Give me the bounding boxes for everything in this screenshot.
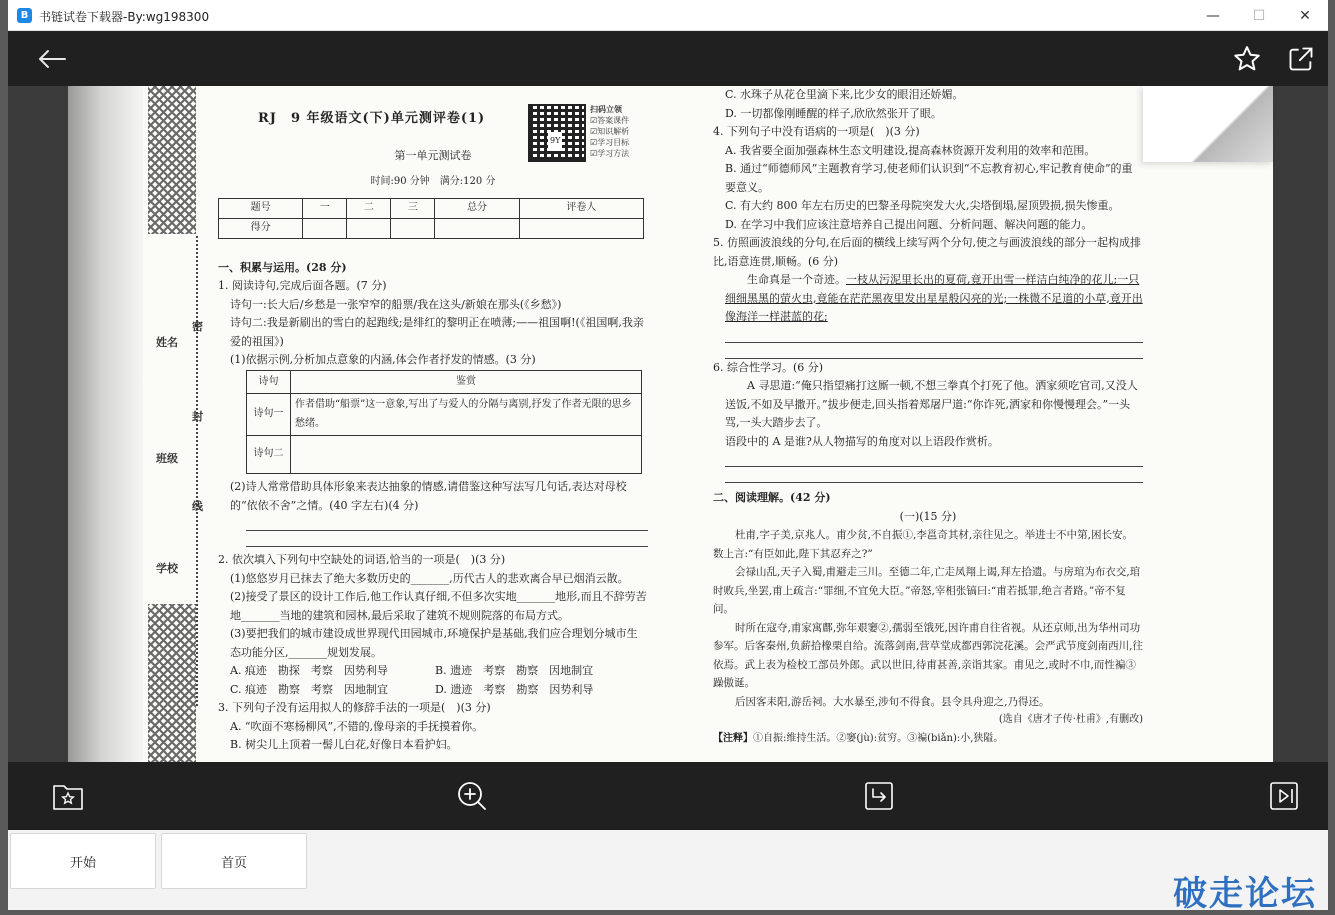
maximize-button[interactable]: ☐ xyxy=(1252,7,1266,24)
passage-paragraph: 杜甫,字子美,京兆人。甫少贫,不自振①,李邕奇其材,亲往见之。举进士不中第,困长安。数上言:“有臣如此,陛下其忍弃之?” xyxy=(713,529,1134,560)
share-external-icon xyxy=(1287,45,1315,73)
score-cell xyxy=(519,218,643,238)
score-header: 一 xyxy=(303,198,347,218)
score-header: 评卷人 xyxy=(519,198,643,218)
tab-start[interactable]: 开始 xyxy=(10,833,156,889)
option-row xyxy=(218,681,648,700)
qr-info xyxy=(590,104,629,159)
passage-paragraph: 会禄山乱,天子入蜀,甫避走三川。至德二年,亡走凤翔上谒,拜左拾遗。与房琯为布衣交,琯时败兵,坐罢,甫上疏言:“罪细,不宜免大臣。”帝怒,宰相张镐曰:“甫若抵罪,绝言者路。”帝不复问。 xyxy=(713,566,1141,615)
wavy-underlined-text: 一枝从污泥里长出的夏荷,竟开出雪一样洁白纯净的花儿;一只细细黑黑的萤火虫,竟能在茫茫黑夜里发出星星般闪亮的光;一株微不足道的小草,竟开出像海洋一样湛蓝的花; xyxy=(725,273,1143,323)
answer-line xyxy=(725,343,1143,359)
poem-answer-blank xyxy=(291,436,642,474)
question-text: (2)接受了景区的设计工作后,他工作认真仔细,不但多次实地_______地形,而且不辞劳苦地_______当地的建筑和园林,最后采取了建筑不规则院落的布局方式。 xyxy=(230,590,647,622)
side-label-name: 姓名 xyxy=(156,336,178,349)
border-pattern-bottom xyxy=(148,604,196,762)
score-cell xyxy=(435,218,519,238)
page-curl-corner[interactable] xyxy=(1143,86,1273,162)
slideshow-button[interactable] xyxy=(1264,778,1304,814)
tab-home[interactable]: 首页 xyxy=(161,833,307,889)
paper-right-column xyxy=(713,86,1143,748)
question-text: C. 有大约 800 年左右历史的巴黎圣母院突发大火,尖塔倒塌,屋顶毁损,损失惨重。 xyxy=(725,199,1120,212)
poem-row-text: 作者借助“船票”这一意象,写出了与爱人的分隔与离别,抒发了作者无限的思乡愁绪。 xyxy=(291,394,642,436)
question-text: C. 水珠子从花仓里滴下来,比少女的眼泪还娇媚。 xyxy=(725,88,964,101)
qr-label: 扫码立领 xyxy=(590,104,622,114)
zoom-in-icon xyxy=(456,780,488,812)
add-favorite-folder-button[interactable] xyxy=(48,778,88,814)
question-text: D. 一切都像刚睡醒的样子,欣欣然张开了眼。 xyxy=(725,106,942,120)
question-text: (1)依据示例,分析加点意象的内涵,体会作者抒发的情感。(3 分) xyxy=(230,353,536,366)
qr-item: ☑学习目标 xyxy=(590,138,630,147)
passage-paragraph: 后因客耒阳,游岳祠。大水暴至,涉旬不得食。县令具舟迎之,乃得还。 xyxy=(735,695,1050,708)
score-header: 二 xyxy=(347,198,391,218)
exam-paper-page xyxy=(68,86,1273,762)
question: 1. 阅读诗句,完成后面各题。(7 分) xyxy=(218,279,387,292)
answer-line xyxy=(246,515,648,531)
side-label-mi: 密 xyxy=(192,320,203,333)
question-text: A. 我省要全面加强森林生态文明建设,提高森林资源开发利用的效率和范围。 xyxy=(725,143,1096,157)
share-button[interactable] xyxy=(1281,42,1321,76)
qr-item: ☑知识解析 xyxy=(590,127,630,136)
favorite-star-button[interactable] xyxy=(1227,42,1267,76)
question-text: 诗句二:我是新刷出的雪白的起跑线;是绯红的黎明正在喷薄;——祖国啊!(《祖国啊,我亲爱的祖国》) xyxy=(230,316,644,348)
annotation-note xyxy=(713,730,1143,749)
passage-lead: 生命真是一个奇迹。 xyxy=(747,273,846,286)
qr-item: ☑学习方法 xyxy=(590,149,630,158)
score-header: 总分 xyxy=(435,198,519,218)
question-text xyxy=(713,271,1143,327)
score-header: 题号 xyxy=(219,198,303,218)
option: D. 遗迹 考察 勘察 因势利导 xyxy=(435,682,594,696)
answer-line xyxy=(725,467,1143,483)
border-pattern-top xyxy=(148,86,196,234)
paper-subtitle: 第一单元测试卷 xyxy=(394,148,472,162)
side-label-class: 班级 xyxy=(156,452,178,465)
question: 4. 下列句子中没有语病的一项是( )(3 分) xyxy=(713,125,920,138)
time-score-line: 时间:90 分钟 满分:120 分 xyxy=(370,176,496,187)
note-text: ①自振:维持生活。②窭(jù):贫穷。③褊(biǎn):小,狭隘。 xyxy=(753,732,1004,744)
passage-title: (一)(15 分) xyxy=(899,509,957,523)
question: 2. 依次填入下列句中空缺处的词语,恰当的一项是( )(3 分) xyxy=(218,553,506,566)
close-button[interactable]: ✕ xyxy=(1299,7,1311,24)
star-outline-icon xyxy=(1232,44,1262,74)
question: 5. 仿照画波浪线的分句,在后面的横线上续写两个分句,使之与画波浪线的部分一起构成排比,语意连贯,顺畅。(6 分) xyxy=(713,236,1141,268)
option-row xyxy=(218,662,648,681)
score-cell xyxy=(347,218,391,238)
window-title: 书链试卷下载器-By:wg198300 xyxy=(39,10,210,24)
score-cell xyxy=(391,218,435,238)
poem-row-label: 诗句一 xyxy=(247,394,291,436)
tab-bar xyxy=(8,830,1328,910)
question-text: (2)诗人常常借助具体形象来表达抽象的情感,请借鉴这种写法写几句话,表达对母校的“依依不舍”之情。(40 字左右)(4 分) xyxy=(230,480,627,512)
poem-table-header: 鉴赏 xyxy=(291,370,642,394)
question-text: (3)要把我们的城市建设成世界现代田园城市,环境保护是基础,我们应合理划分城市生态功能分区,_______规划发展。 xyxy=(230,627,638,659)
paper-left-column xyxy=(218,94,648,755)
question-text: A 寻思道:“俺只指望痛打这厮一顿,不想三拳真个打死了他。洒家须吃官司,又没人送饭,不如及早撒开。”拔步便走,回头指着郑屠尸道:“你诈死,洒家和你慢慢理会。”一头骂,一头大踏步去了。 xyxy=(725,379,1138,429)
zoom-in-button[interactable] xyxy=(452,778,492,814)
question-text: A. “吹面不寒杨柳风”,不错的,像母亲的手抚摸着你。 xyxy=(230,719,484,733)
side-label-school: 学校 xyxy=(156,562,178,575)
qr-caption: 9Y xyxy=(548,132,562,151)
top-toolbar xyxy=(8,31,1328,86)
poem-table xyxy=(246,370,642,475)
option: A. 痕迹 勘探 考察 因势利导 xyxy=(230,664,388,677)
answer-line xyxy=(725,327,1143,343)
question-text: D. 在学习中我们应该注意培养自己提出问题、分析问题、解决问题的能力。 xyxy=(725,217,1093,231)
passage-source: (选自《唐才子传·杜甫》,有删改) xyxy=(998,714,1143,725)
score-table xyxy=(218,198,644,239)
bottom-toolbar xyxy=(8,762,1328,830)
seal-line xyxy=(196,236,198,706)
title-bar xyxy=(8,0,1328,31)
answer-line xyxy=(246,531,648,547)
note-label: 【注释】 xyxy=(713,732,753,744)
question-text: 诗句一:长大后/乡愁是一张窄窄的船票/我在这头/新娘在那头(《乡愁》) xyxy=(230,297,562,311)
document-viewer[interactable] xyxy=(8,86,1328,762)
minimize-button[interactable]: — xyxy=(1206,7,1220,24)
app-icon: B xyxy=(17,8,32,23)
question-text: B. 树尖儿上顶着一髻儿白花,好像日本看护妇。 xyxy=(230,738,458,751)
forum-watermark: 破走论坛 xyxy=(1173,874,1317,914)
paper-title: RJ 9 年级语文(下)单元测评卷(1) xyxy=(258,111,486,126)
back-button[interactable] xyxy=(32,43,72,75)
export-arrow-icon xyxy=(864,781,894,811)
score-row-label: 得分 xyxy=(219,218,303,238)
page-shadow xyxy=(68,86,143,762)
side-label-feng: 封 xyxy=(192,410,203,423)
side-label-xian: 线 xyxy=(192,500,203,513)
section-heading: 一、积累与运用。(28 分) xyxy=(218,260,347,274)
option: B. 遗迹 考察 勘察 因地制宜 xyxy=(435,664,594,677)
score-cell xyxy=(303,218,347,238)
app-window xyxy=(8,0,1328,910)
export-button[interactable] xyxy=(859,778,899,814)
question-text: (1)悠悠岁月已抹去了绝大多数历史的_______,历代古人的悲欢离合早已烟消云散。 xyxy=(230,571,629,585)
slideshow-play-icon xyxy=(1269,781,1299,811)
answer-line xyxy=(725,451,1143,467)
section-heading: 二、阅读理解。(42 分) xyxy=(713,491,831,504)
question-text: B. 通过“师德师风”主题教育学习,使老师们认识到“不忘教育初心,牢记教育使命”的重要意义。 xyxy=(725,162,1133,194)
arrow-left-icon xyxy=(37,49,67,69)
poem-row-label: 诗句二 xyxy=(247,436,291,474)
question-text: 语段中的 A 是谁?从人物描写的角度对以上语段作赏析。 xyxy=(725,434,999,448)
passage-paragraph: 时所在寇夺,甫家寓鄜,弥年艰窭②,孺弱至饿死,因许甫自往省视。从还京师,出为华州司功参军。后客秦州,负薪拾橡栗自给。流落剑南,营草堂成都西郭浣花溪。会严武节度剑南西川,往依焉。武上表为检校工部员外郎。武以世旧,待甫甚善,亲诣其家。甫见之,或时不巾,而性褊③躁傲诞。 xyxy=(713,621,1144,689)
folder-star-icon xyxy=(52,781,84,811)
qr-item: ☑答案课件 xyxy=(590,116,630,125)
score-header: 三 xyxy=(391,198,435,218)
option: C. 痕迹 勘察 考察 因地制宜 xyxy=(230,682,389,696)
question: 3. 下列句子没有运用拟人的修辞手法的一项是( )(3 分) xyxy=(218,701,491,714)
poem-table-header: 诗句 xyxy=(247,370,291,394)
question: 6. 综合性学习。(6 分) xyxy=(713,360,824,374)
